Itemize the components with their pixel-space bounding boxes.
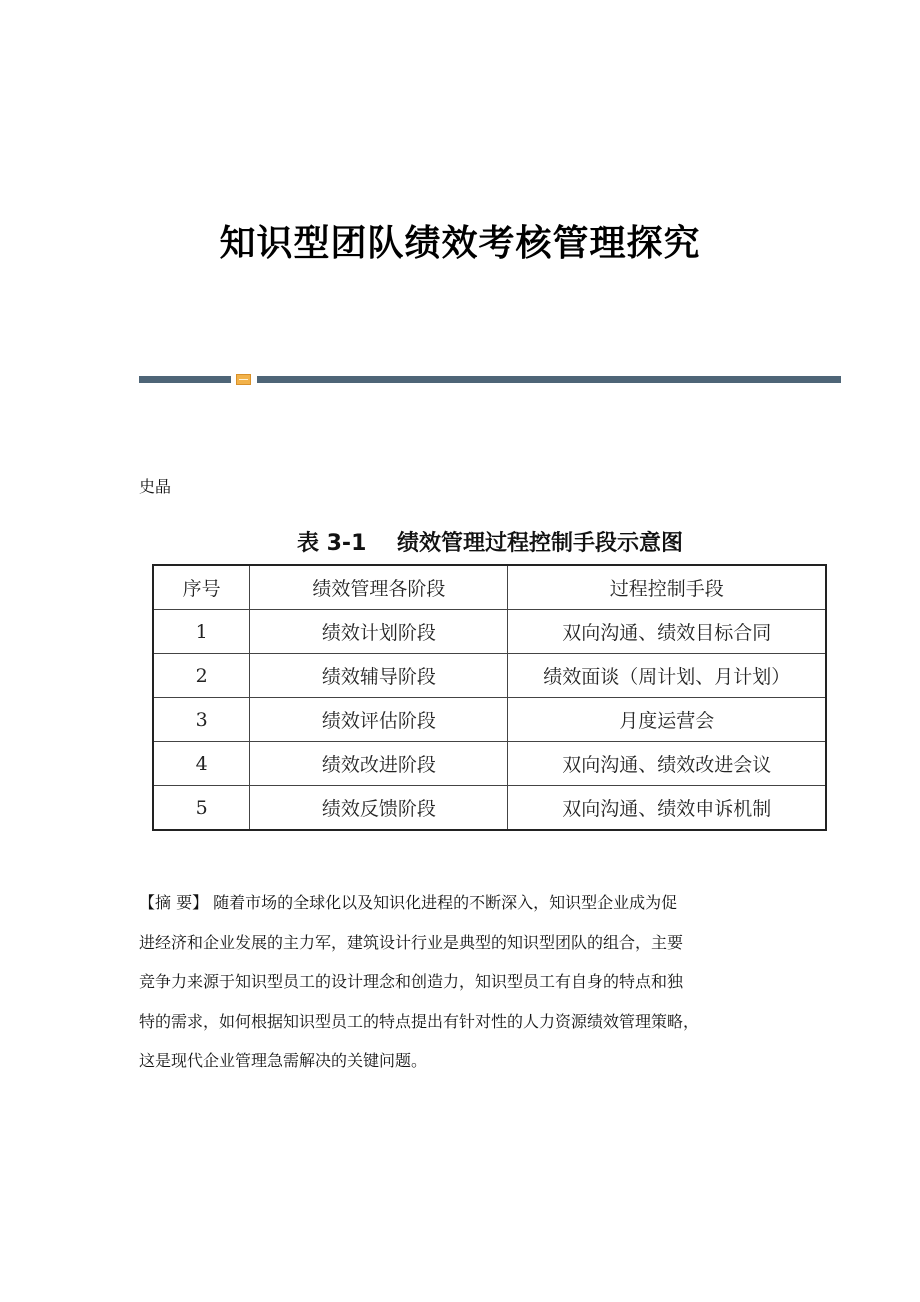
table-cell-index: 5: [153, 786, 250, 831]
table-cell-method: 双向沟通、绩效申诉机制: [508, 786, 826, 831]
table-cell-method: 双向沟通、绩效目标合同: [508, 610, 826, 654]
table-caption: 表 3-1 绩效管理过程控制手段示意图: [296, 531, 684, 556]
table-cell-index: 1: [153, 610, 250, 654]
table-row: [153, 610, 826, 654]
table-cell-method: 双向沟通、绩效改进会议: [508, 742, 826, 786]
table-cell-index: 4: [153, 742, 250, 786]
header-cell: 绩效管理各阶段: [250, 565, 508, 610]
abstract-line: 进经济和企业发展的主力军，建筑设计行业是典型的知识型团队的组合，主要: [139, 932, 684, 952]
table-row: [153, 742, 826, 786]
table-cell-stage: 绩效反馈阶段: [250, 786, 508, 831]
table-cell-index: 3: [153, 698, 250, 742]
abstract-line: 【摘 要】 随着市场的全球化以及知识化进程的不断深入，知识型企业成为促: [139, 893, 678, 912]
table-cell-stage: 绩效辅导阶段: [250, 654, 508, 698]
divider-bar-left: [139, 376, 231, 383]
abstract-line: 特的需求，如何根据知识型员工的特点提出有针对性的人力资源绩效管理策略，: [139, 1011, 700, 1031]
table-row: [153, 786, 826, 831]
table-row: [153, 654, 826, 698]
table-cell-index: 2: [153, 654, 250, 698]
table-header-row: [153, 565, 826, 610]
table-cell-method: 月度运营会: [508, 698, 826, 742]
abstract-line: 竞争力来源于知识型员工的设计理念和创造力，知识型员工有自身的特点和独: [139, 972, 684, 991]
table-cell-stage: 绩效评估阶段: [250, 698, 508, 742]
table-cell-stage: 绩效改进阶段: [250, 742, 508, 786]
divider-bar-right: [257, 376, 841, 383]
header-cell: 过程控制手段: [508, 565, 826, 610]
abstract-paragraph: [139, 883, 789, 1081]
author-name: 史晶: [139, 477, 172, 496]
abstract-line: 这是现代企业管理急需解决的关键问题。: [139, 1051, 428, 1070]
process-control-table: [152, 564, 827, 831]
table-row: [153, 698, 826, 742]
title-divider: [139, 374, 841, 384]
document-title: 知识型团队绩效考核管理探究: [219, 222, 701, 264]
table-cell-stage: 绩效计划阶段: [250, 610, 508, 654]
header-cell: 序号: [153, 565, 250, 610]
table-cell-method: 绩效面谈（周计划、月计划）: [508, 654, 826, 698]
divider-marker-icon: [236, 374, 251, 385]
